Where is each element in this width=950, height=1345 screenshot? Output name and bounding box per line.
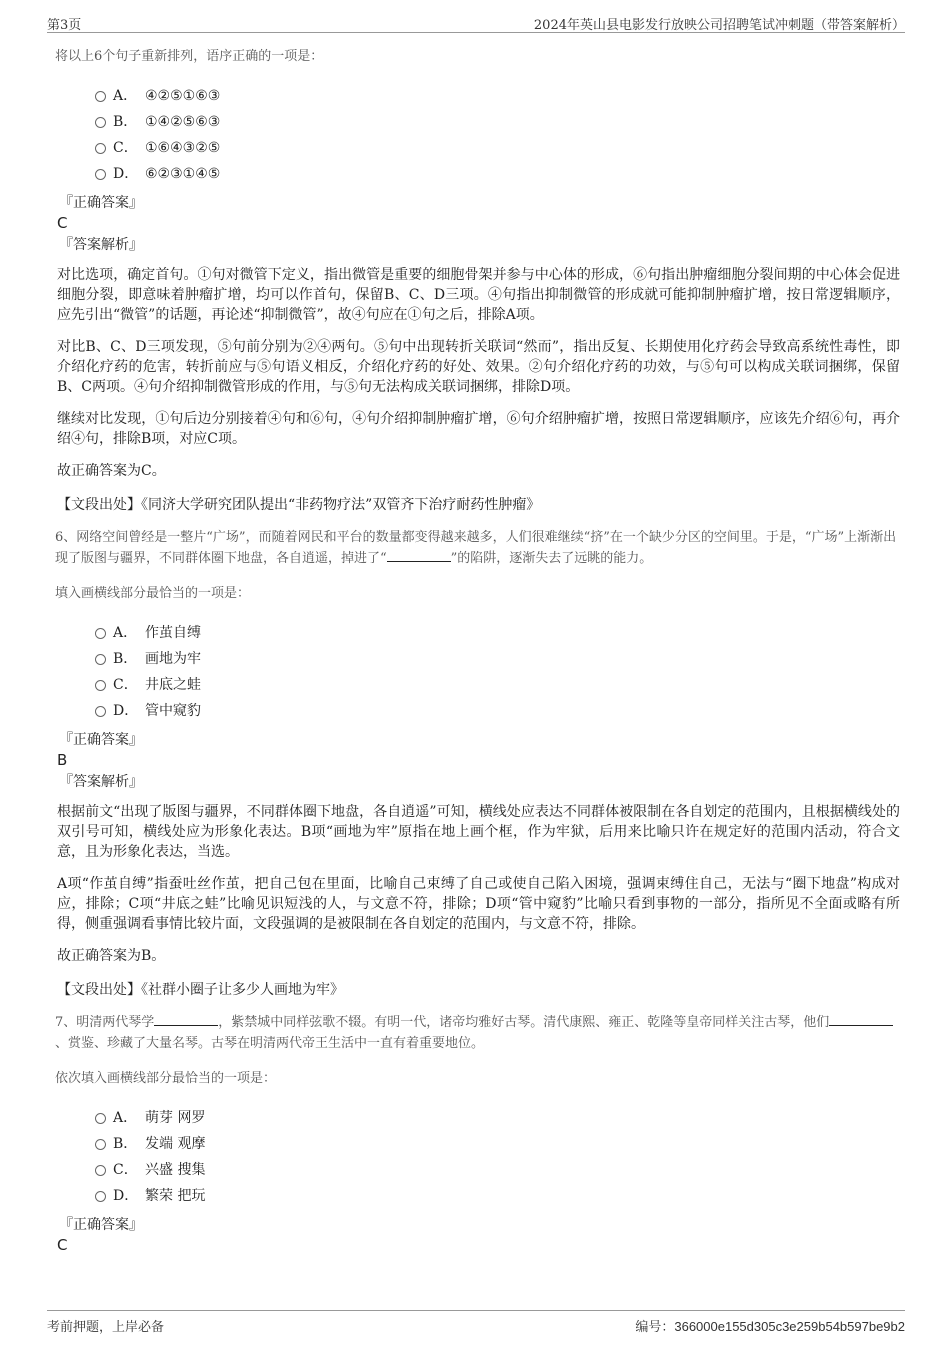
fill-blank bbox=[829, 1013, 893, 1026]
question-stem: 7、明清两代琴学 ，紫禁城中同样弦歌不辍。有明一代，诸帝均雅好古琴。清代康熙、雍正、乾隆等皇帝同样关注古琴，他们、赏鉴、珍藏了大量名琴。古琴在明清两代帝王生活中一直有着重要地位。 bbox=[55, 1012, 900, 1054]
page-content bbox=[55, 38, 900, 1255]
radio-icon[interactable] bbox=[95, 628, 106, 639]
explanation-paragraph: 对比B、C、D三项发现，⑤句前分别为②④两句。⑤句中出现转折关联词“然而”，指出反复、长期使用化疗药会导致高系统性毒性，即介绍化疗药的危害，转折前应与⑤句语义相反，介绍化疗药的好处、效果。②句介绍化疗药的功效，与⑤句可以构成关联词捆绑，保留B、C两项。④句介绍抑制微管形成的作用，与⑤句无法构成关联词捆绑，排除D项。 bbox=[57, 339, 900, 395]
option-a[interactable]: A． ④②⑤①⑥③ bbox=[95, 83, 900, 109]
options-list bbox=[95, 620, 900, 724]
page-header bbox=[47, 10, 905, 33]
radio-icon[interactable] bbox=[95, 1191, 106, 1202]
option-d[interactable]: D． 繁荣 把玩 bbox=[95, 1183, 900, 1209]
fill-blank bbox=[387, 549, 451, 562]
option-d[interactable]: D． 管中窥豹 bbox=[95, 698, 900, 724]
option-c[interactable]: C． 兴盛 搜集 bbox=[95, 1157, 900, 1183]
answer-value: C bbox=[57, 1236, 68, 1254]
document-code: 编号：366000e155d305c3e259b54b597be9b2 bbox=[635, 1319, 905, 1335]
answer-value: B bbox=[57, 751, 68, 769]
option-a[interactable]: A． 萌芽 网罗 bbox=[95, 1105, 900, 1131]
question-6 bbox=[55, 527, 900, 1000]
option-a[interactable]: A． 作茧自缚 bbox=[95, 620, 900, 646]
document-title: 2024年英山县电影发行放映公司招聘笔试冲刺题（带答案解析） bbox=[533, 18, 905, 33]
radio-icon[interactable] bbox=[95, 654, 106, 665]
radio-icon[interactable] bbox=[95, 680, 106, 691]
radio-icon[interactable] bbox=[95, 169, 106, 180]
explanation-conclusion: 故正确答案为B。 bbox=[57, 948, 166, 964]
question-7 bbox=[55, 1012, 900, 1255]
radio-icon[interactable] bbox=[95, 1165, 106, 1176]
options-list bbox=[95, 1105, 900, 1209]
radio-icon[interactable] bbox=[95, 143, 106, 154]
option-c[interactable]: C． ①⑥④③②⑤ bbox=[95, 135, 900, 161]
answer-label: 『正确答案』 bbox=[59, 195, 143, 211]
radio-icon[interactable] bbox=[95, 117, 106, 128]
answer-label: 『正确答案』 bbox=[59, 732, 143, 748]
options-list bbox=[95, 83, 900, 187]
option-b[interactable]: B． 画地为牢 bbox=[95, 646, 900, 672]
explanation-conclusion: 故正确答案为C。 bbox=[57, 463, 166, 479]
explanation-paragraph: 继续对比发现，①句后边分别接着④句和⑥句，④句介绍抑制肿瘤扩增，⑥句介绍肿瘤扩增，按照日常逻辑顺序，应该先介绍⑥句，再介绍④句，排除B项，对应C项。 bbox=[57, 411, 900, 447]
radio-icon[interactable] bbox=[95, 706, 106, 717]
radio-icon[interactable] bbox=[95, 1139, 106, 1150]
question-prompt: 依次填入画横线部分最恰当的一项是： bbox=[55, 1071, 277, 1086]
explanation-paragraph: A项“作茧自缚”指蚕吐丝作茧，把自己包在里面，比喻自己束缚了自己或使自己陷入困境，强调束缚住自己，无法与“圈下地盘”构成对应，排除；C项“井底之蛙”比喻见识短浅的人，与文意不符，排除；D项“管中窥豹”比喻只看到事物的一部分，指所见不全面或略有所得，侧重强调看事情比较片面，文段强调的是被限制在各自划定的范围内，与文意不符，排除。 bbox=[57, 876, 900, 932]
explanation-label: 『答案解析』 bbox=[59, 774, 143, 790]
source-citation: 【文段出处】《同济大学研究团队提出“非药物疗法”双管齐下治疗耐药性肿瘤》 bbox=[57, 497, 541, 513]
source-citation: 【文段出处】《社群小圈子让多少人画地为牢》 bbox=[57, 982, 344, 998]
footer-slogan: 考前押题，上岸必备 bbox=[47, 1320, 165, 1335]
page-number: 第3页 bbox=[47, 18, 82, 33]
option-c[interactable]: C． 井底之蛙 bbox=[95, 672, 900, 698]
page-footer bbox=[47, 1310, 905, 1335]
option-d[interactable]: D． ⑥②③①④⑤ bbox=[95, 161, 900, 187]
explanation-paragraph: 对比选项，确定首句。①句对微管下定义，指出微管是重要的细胞骨架并参与中心体的形成，⑥句指出肿瘤细胞分裂间期的中心体会促进细胞分裂，即意味着肿瘤扩增，均可以作首句，保留B、C、D三项。④句指出抑制微管的形成就可能抑制肿瘤扩增，按日常逻辑顺序，应先引出“微管”的话题，再论述“抑制微管”，故④句应在①句之后，排除A项。 bbox=[57, 267, 900, 323]
fill-blank bbox=[154, 1013, 218, 1026]
radio-icon[interactable] bbox=[95, 91, 106, 102]
answer-label: 『正确答案』 bbox=[59, 1217, 143, 1233]
option-b[interactable]: B． ①④②⑤⑥③ bbox=[95, 109, 900, 135]
question-stem: 6、网络空间曾经是一整片“广场”，而随着网民和平台的数量都变得越来越多，人们很难继续“挤”在一个缺少分区的空间里。于是，“广场”上渐渐出现了版图与疆界，不同群体圈下地盘，各自逍遥，掉进了“ ”的陷阱，逐渐失去了远眺的能力。 bbox=[55, 530, 897, 566]
question-5 bbox=[55, 46, 900, 515]
radio-icon[interactable] bbox=[95, 1113, 106, 1124]
question-prompt: 填入画横线部分最恰当的一项是： bbox=[55, 586, 251, 601]
explanation-paragraph: 根据前文“出现了版图与疆界，不同群体圈下地盘，各自逍遥”可知，横线处应表达不同群体被限制在各自划定的范围内，且根据横线处的双引号可知，横线处应为形象化表达。B项“画地为牢”原指在地上画个框，作为牢狱，后用来比喻只许在规定好的范围内活动，符合文意，且为形象化表达，当选。 bbox=[57, 804, 900, 860]
question-prompt: 将以上6个句子重新排列，语序正确的一项是： bbox=[55, 49, 324, 64]
explanation-label: 『答案解析』 bbox=[59, 237, 143, 253]
answer-value: C bbox=[57, 214, 68, 232]
option-b[interactable]: B． 发端 观摩 bbox=[95, 1131, 900, 1157]
